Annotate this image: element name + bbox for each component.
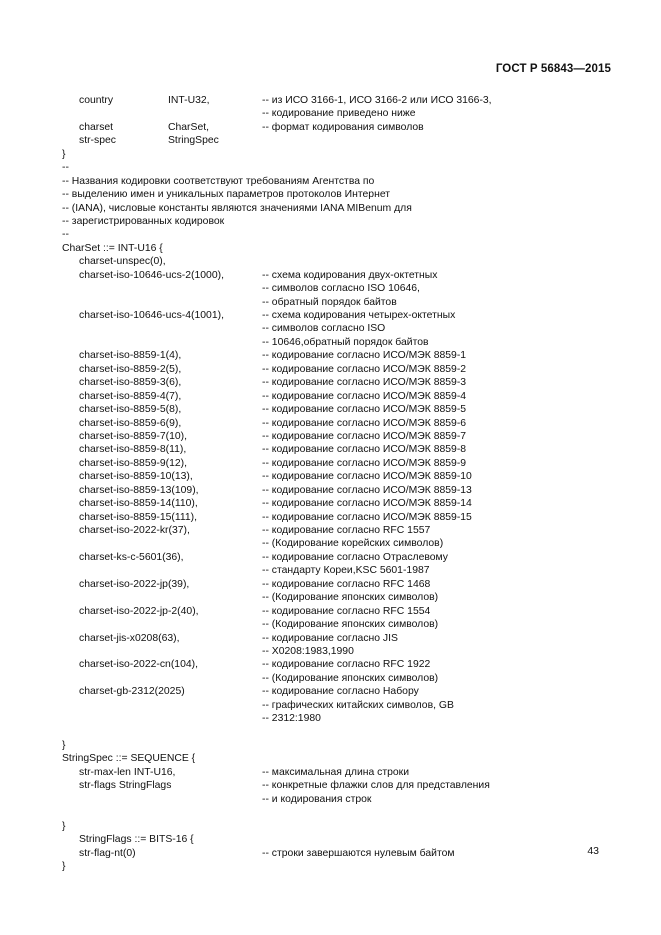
code-token: charset-unspec(0), — [79, 256, 166, 268]
code-token: CharSet, — [168, 121, 210, 133]
code-token: -- (IANA), числовые константы являются значениями IANA MIBenum для — [62, 202, 412, 214]
code-comment: -- из ИСО 3166-1, ИСО 3166-2 или ИСО 3166-3, — [262, 95, 492, 106]
code-comment: -- 10646,обратный порядок байтов — [262, 336, 429, 348]
code-token: charset-iso-8859-4(7), — [79, 390, 182, 402]
code-token: charset-iso-8859-1(4), — [79, 350, 182, 362]
code-comment: -- кодирование согласно Отраслевому — [262, 551, 449, 563]
code-token: charset-ks-c-5601(36), — [79, 551, 184, 563]
code-line — [0, 806, 661, 819]
code-line — [0, 645, 661, 658]
code-token: str-spec — [79, 135, 116, 147]
code-comment: -- кодирование согласно ИСО/МЭК 8859-9 — [262, 457, 467, 469]
code-comment: -- кодирование согласно ИСО/МЭК 8859-15 — [262, 511, 472, 523]
code-line — [0, 363, 661, 376]
code-line — [0, 148, 661, 161]
code-line — [0, 779, 661, 792]
code-line — [0, 296, 661, 309]
code-line — [0, 860, 661, 873]
code-comment: -- кодирование согласно JIS — [262, 632, 398, 644]
code-comment: -- (Кодирование корейских символов) — [262, 538, 444, 550]
code-line — [0, 537, 661, 550]
code-comment: -- кодирование согласно ИСО/МЭК 8859-2 — [262, 363, 467, 375]
code-token: charset-iso-2022-jp-2(40), — [79, 605, 199, 617]
code-comment: -- строки завершаются нулевым байтом — [262, 847, 455, 859]
code-line — [0, 242, 661, 255]
code-comment: -- кодирование согласно RFC 1554 — [262, 605, 431, 617]
code-comment: -- формат кодирования символов — [262, 121, 424, 133]
code-line — [0, 632, 661, 645]
code-comment: -- 2312:1980 — [262, 713, 321, 725]
code-token: charset-iso-2022-jp(39), — [79, 578, 190, 590]
code-line — [0, 578, 661, 591]
code-token: -- — [62, 162, 69, 174]
code-token: charset-iso-8859-14(110), — [79, 498, 198, 510]
code-token: -- выделению имен и уникальных параметров протоколов Интернет — [62, 189, 391, 201]
code-token: charset-iso-8859-8(11), — [79, 444, 187, 456]
code-token: str-max-len INT-U16, — [79, 766, 176, 778]
page-number: 43 — [587, 845, 599, 857]
code-line — [0, 524, 661, 537]
code-token: charset-iso-8859-13(109), — [79, 484, 199, 496]
code-token: charset-iso-10646-ucs-2(1000), — [79, 269, 224, 281]
code-comment: -- (Кодирование японских символов) — [262, 592, 439, 604]
code-line — [0, 322, 661, 335]
code-token: StringSpec ::= SEQUENCE { — [62, 753, 196, 765]
code-line — [0, 564, 661, 577]
code-comment: -- графических китайских символов, GB — [262, 699, 454, 711]
code-token: charset-iso-8859-15(111), — [79, 511, 198, 523]
code-line — [0, 269, 661, 282]
code-line — [0, 470, 661, 483]
code-token: charset — [79, 121, 114, 133]
code-token: charset-iso-8859-7(10), — [79, 430, 187, 442]
code-comment: -- обратный порядок байтов — [262, 296, 397, 308]
code-token: str-flag-nt(0) — [79, 847, 136, 859]
code-token: } — [62, 740, 66, 751]
code-line — [0, 551, 661, 564]
code-line — [0, 699, 661, 712]
code-comment: -- и кодирования строк — [262, 793, 372, 805]
code-comment: -- символов согласно ISO 10646, — [262, 283, 420, 295]
code-line — [0, 282, 661, 295]
code-line — [0, 161, 661, 174]
code-line — [0, 443, 661, 456]
code-line — [0, 739, 661, 752]
code-line — [0, 175, 661, 188]
code-token: StringFlags ::= BITS-16 { — [79, 834, 194, 846]
code-comment: -- (Кодирование японских символов) — [262, 619, 439, 631]
code-comment: -- максимальная длина строки — [262, 766, 410, 778]
code-token: country — [79, 95, 114, 106]
code-token: str-flags StringFlags — [79, 780, 172, 792]
code-line — [0, 188, 661, 201]
code-comment: -- кодирование согласно ИСО/МЭК 8859-14 — [262, 498, 472, 510]
page-footer — [587, 845, 599, 857]
code-token: } — [62, 820, 66, 832]
code-token: charset-iso-8859-9(12), — [79, 457, 187, 469]
code-comment: -- кодирование согласно ИСО/МЭК 8859-5 — [262, 404, 467, 416]
code-line — [0, 403, 661, 416]
code-token: charset-iso-8859-6(9), — [79, 417, 182, 429]
code-token: charset-iso-10646-ucs-4(1001), — [79, 310, 224, 321]
code-line — [0, 672, 661, 685]
code-line — [0, 430, 661, 443]
code-line — [0, 107, 661, 120]
code-line — [0, 752, 661, 765]
code-line — [0, 134, 661, 147]
code-line — [0, 390, 661, 403]
code-comment: -- кодирование согласно RFC 1922 — [262, 659, 431, 671]
code-comment: -- кодирование согласно RFC 1557 — [262, 525, 431, 536]
code-comment: -- кодирование согласно ИСО/МЭК 8859-13 — [262, 484, 472, 496]
code-line — [0, 94, 661, 107]
code-token: charset-iso-8859-2(5), — [79, 363, 182, 375]
code-line — [0, 121, 661, 134]
code-line — [0, 685, 661, 698]
code-line — [0, 511, 661, 524]
code-line — [0, 833, 661, 846]
code-line — [0, 349, 661, 362]
code-token: CharSet ::= INT-U16 { — [62, 242, 163, 254]
code-comment: -- кодирование согласно ИСО/МЭК 8859-3 — [262, 377, 467, 389]
document-id: ГОСТ Р 56843—2015 — [495, 63, 611, 75]
code-line — [0, 605, 661, 618]
code-line — [0, 820, 661, 833]
code-comment: -- кодирование согласно Набору — [262, 686, 419, 698]
code-comment: -- кодирование согласно ИСО/МЭК 8859-4 — [262, 390, 467, 402]
code-line — [0, 793, 661, 806]
code-line — [0, 847, 661, 860]
code-line — [0, 376, 661, 389]
code-token: charset-gb-2312(2025) — [79, 686, 185, 698]
document-header — [496, 63, 611, 75]
code-line — [0, 766, 661, 779]
asn1-code-listing — [0, 94, 661, 873]
code-line — [0, 591, 661, 604]
code-comment: -- стандарту Кореи,KSC 5601-1987 — [262, 565, 430, 577]
code-token: INT-U32, — [168, 95, 210, 106]
code-token: } — [62, 860, 66, 872]
code-token: charset-iso-2022-kr(37), — [79, 525, 190, 536]
code-token: charset-iso-8859-10(13), — [79, 471, 193, 483]
code-token: charset-iso-2022-cn(104), — [79, 659, 198, 671]
code-line — [0, 726, 661, 739]
code-token: charset-iso-8859-5(8), — [79, 404, 182, 416]
code-line — [0, 457, 661, 470]
code-line — [0, 202, 661, 215]
code-line — [0, 484, 661, 497]
code-comment: -- кодирование согласно ИСО/МЭК 8859-7 — [262, 430, 467, 442]
code-line — [0, 618, 661, 631]
code-token: charset-jis-x0208(63), — [79, 632, 180, 644]
code-token: -- зарегистрированных кодировок — [62, 215, 225, 227]
code-comment: -- кодирование согласно ИСО/МЭК 8859-8 — [262, 444, 467, 456]
code-comment: -- схема кодирования двух-октетных — [262, 269, 438, 281]
code-comment: -- символов согласно ISO — [262, 323, 386, 335]
code-line — [0, 228, 661, 241]
code-token: charset-iso-8859-3(6), — [79, 377, 182, 389]
code-comment: -- кодирование согласно RFC 1468 — [262, 578, 431, 590]
code-line — [0, 712, 661, 725]
code-token: -- Названия кодировки соответствуют требованиям Агентства по — [62, 175, 375, 187]
code-line — [0, 336, 661, 349]
code-comment: -- кодирование согласно ИСО/МЭК 8859-6 — [262, 417, 467, 429]
code-line — [0, 497, 661, 510]
code-comment: -- кодирование согласно ИСО/МЭК 8859-1 — [262, 350, 467, 362]
code-token: -- — [62, 229, 69, 241]
code-comment: -- схема кодирования четырех-октетных — [262, 310, 456, 321]
code-token: StringSpec — [168, 135, 219, 147]
code-token: } — [62, 148, 66, 160]
code-comment: -- конкретные флажки слов для представления — [262, 780, 490, 792]
code-comment: -- (Кодирование японских символов) — [262, 672, 439, 684]
code-line — [0, 215, 661, 228]
code-line — [0, 309, 661, 322]
code-line — [0, 417, 661, 430]
code-comment: -- кодирование приведено ниже — [262, 108, 416, 120]
code-comment: -- кодирование согласно ИСО/МЭК 8859-10 — [262, 471, 472, 483]
code-line — [0, 255, 661, 268]
code-line — [0, 658, 661, 671]
code-comment: -- X0208:1983,1990 — [262, 645, 354, 657]
